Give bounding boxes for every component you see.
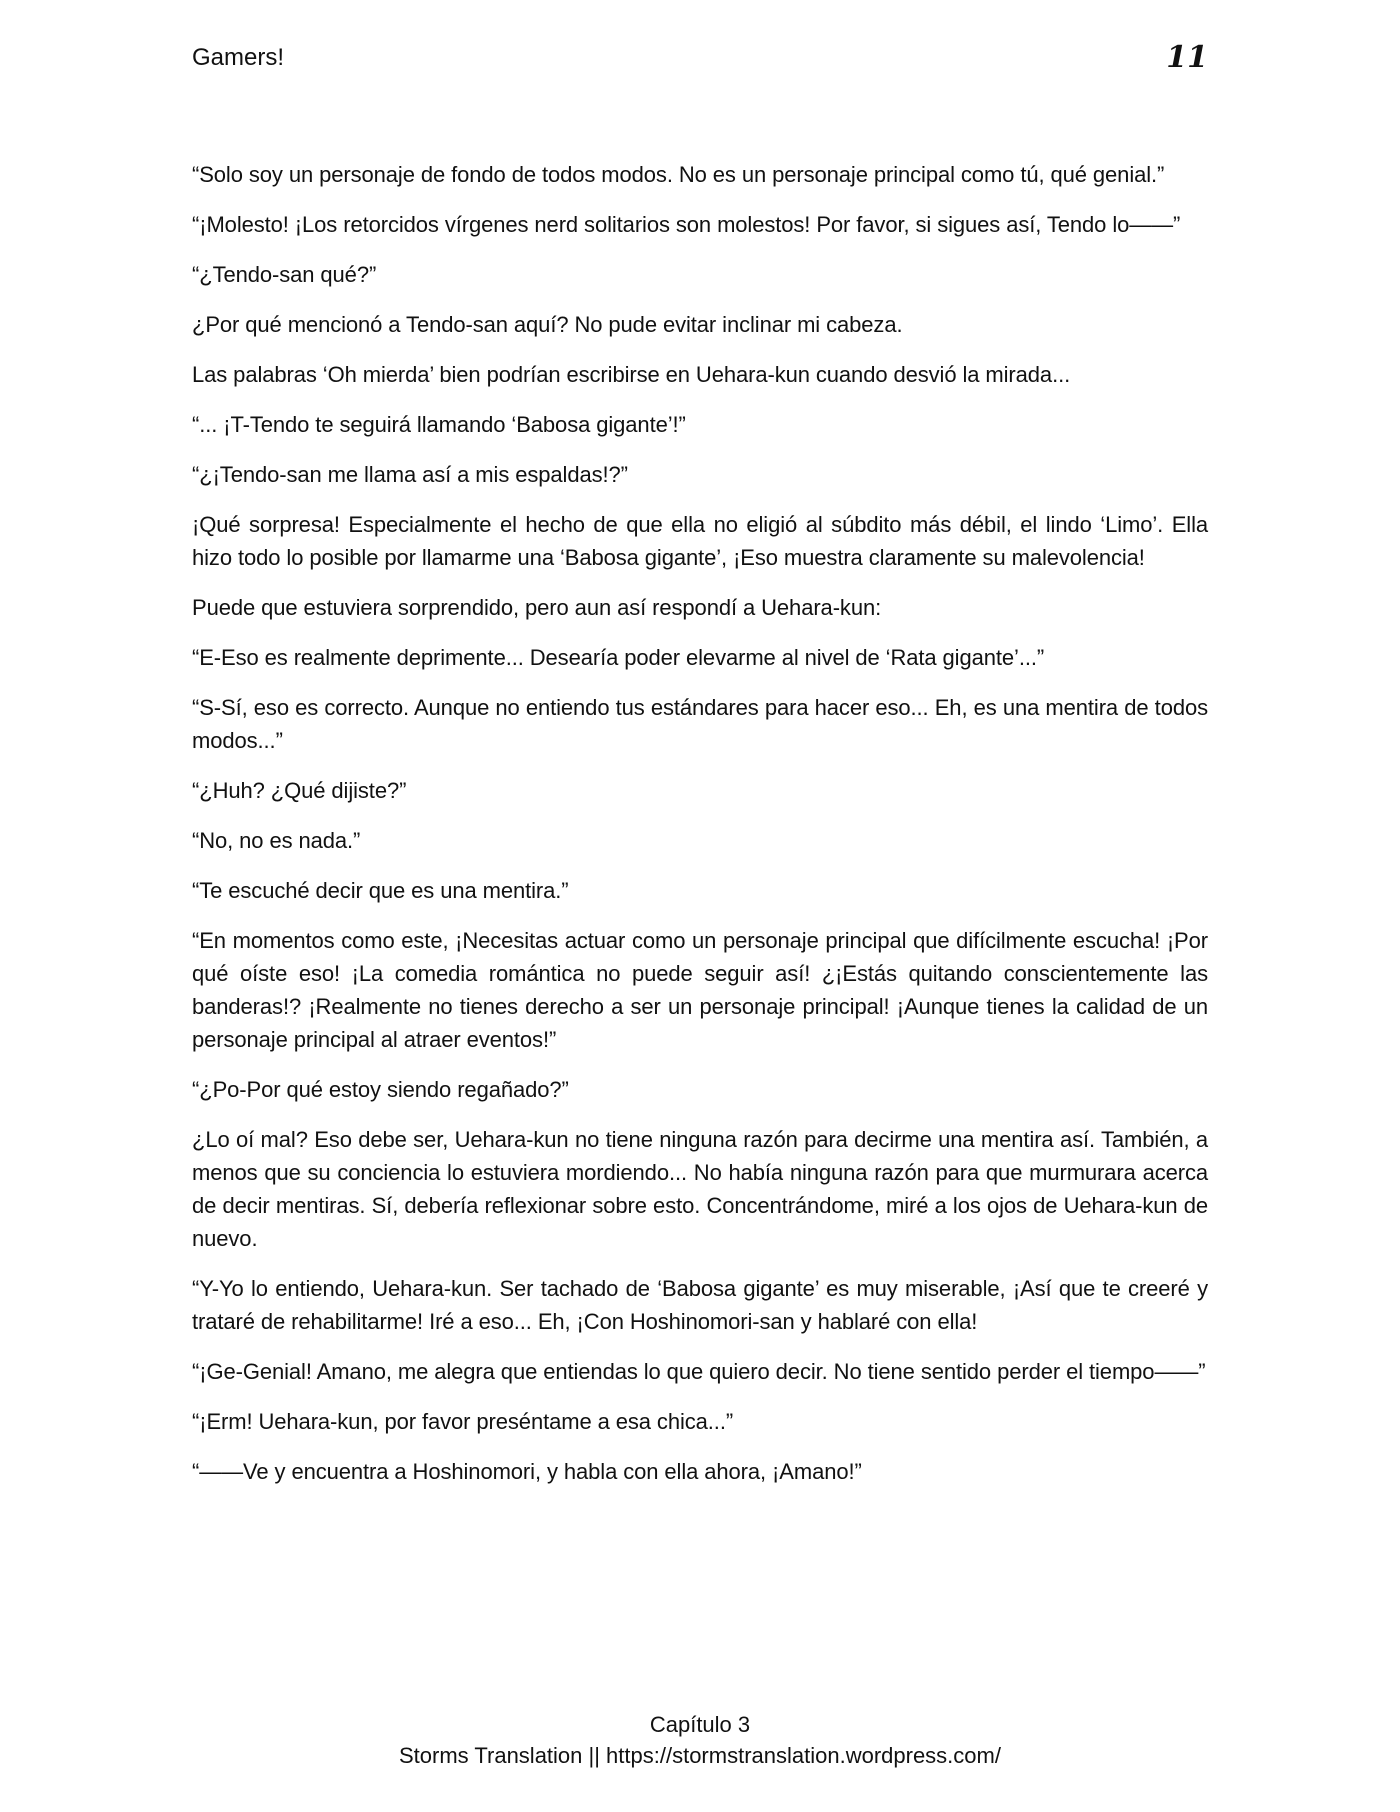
paragraph-16: “¿Po-Por qué estoy siendo regañado?”	[192, 1077, 569, 1102]
paragraph-9: Puede que estuviera sorprendido, pero aun así respondí a Uehara-kun:	[192, 595, 882, 620]
paragraph-21: “——Ve y encuentra a Hoshinomori, y habla con ella ahora, ¡Amano!”	[192, 1459, 862, 1484]
paragraph-18: “Y-Yo lo entiendo, Uehara-kun. Ser tachado de ‘Babosa gigante’ es muy miserable, ¡Así que te creeré y trataré de rehabilitarme! Iré a eso... Eh, ¡Con Hoshinomori-san y hablaré con ella!	[192, 1276, 1208, 1334]
paragraph-3: “¿Tendo-san qué?”	[192, 262, 377, 287]
paragraph-2: “¡Molesto! ¡Los retorcidos vírgenes nerd solitarios son molestos! Por favor, si sigues así, Tendo lo——”	[192, 212, 1181, 237]
paragraph-7: “¿¡Tendo-san me llama así a mis espaldas!?”	[192, 462, 628, 487]
paragraph-15: “En momentos como este, ¡Necesitas actuar como un personaje principal que difícilmente escucha! ¡Por qué oíste eso! ¡La comedia romántica no puede seguir así! ¿¡Estás quitando conscientemente las banderas!? ¡Realmente no tienes derecho a ser un personaje principal! ¡Aunque tienes la calidad de un personaje principal al atraer eventos!”	[192, 928, 1208, 1052]
paragraph-8: ¡Qué sorpresa! Especialmente el hecho de que ella no eligió al súbdito más débil, el lindo ‘Limo’. Ella hizo todo lo posible por llamarme una ‘Babosa gigante’, ¡Eso muestra claramente su malevolencia!	[192, 512, 1208, 570]
paragraph-4: ¿Por qué mencionó a Tendo-san aquí? No pude evitar inclinar mi cabeza.	[192, 312, 903, 337]
page-header	[192, 40, 1208, 80]
paragraph-11: “S-Sí, eso es correcto. Aunque no entiendo tus estándares para hacer eso... Eh, es una mentira de todos modos...”	[192, 695, 1208, 753]
page-body	[192, 158, 1208, 1505]
paragraph-6: “... ¡T-Tendo te seguirá llamando ‘Babosa gigante’!”	[192, 412, 686, 437]
document-title: Gamers!	[192, 44, 285, 71]
paragraph-14: “Te escuché decir que es una mentira.”	[192, 878, 569, 903]
paragraph-20: “¡Erm! Uehara-kun, por favor preséntame a esa chica...”	[192, 1409, 734, 1434]
paragraph-10: “E-Eso es realmente deprimente... Desearía poder elevarme al nivel de ‘Rata gigante’...”	[192, 645, 1045, 670]
paragraph-19: “¡Ge-Genial! Amano, me alegra que entiendas lo que quiero decir. No tiene sentido perder el tiempo——”	[192, 1359, 1206, 1384]
paragraph-12: “¿Huh? ¿Qué dijiste?”	[192, 778, 407, 803]
chapter-label: Capítulo 3	[649, 1712, 751, 1737]
paragraph-5: Las palabras ‘Oh mierda’ bien podrían escribirse en Uehara-kun cuando desvió la mirada...	[192, 362, 1071, 387]
page-footer	[0, 1709, 1400, 1771]
translation-credit: Storms Translation || https://stormstranslation.wordpress.com/	[399, 1743, 1001, 1768]
paragraph-13: “No, no es nada.”	[192, 828, 361, 853]
page-number: 11	[1166, 40, 1208, 75]
paragraph-1: “Solo soy un personaje de fondo de todos modos. No es un personaje principal como tú, qué genial.”	[192, 162, 1165, 187]
paragraph-17: ¿Lo oí mal? Eso debe ser, Uehara-kun no tiene ninguna razón para decirme una mentira así. También, a menos que su conciencia lo estuviera mordiendo... No había ninguna razón para que murmurara acerca de decir mentiras. Sí, debería reflexionar sobre esto. Concentrándome, miré a los ojos de Uehara-kun de nuevo.	[192, 1127, 1208, 1251]
